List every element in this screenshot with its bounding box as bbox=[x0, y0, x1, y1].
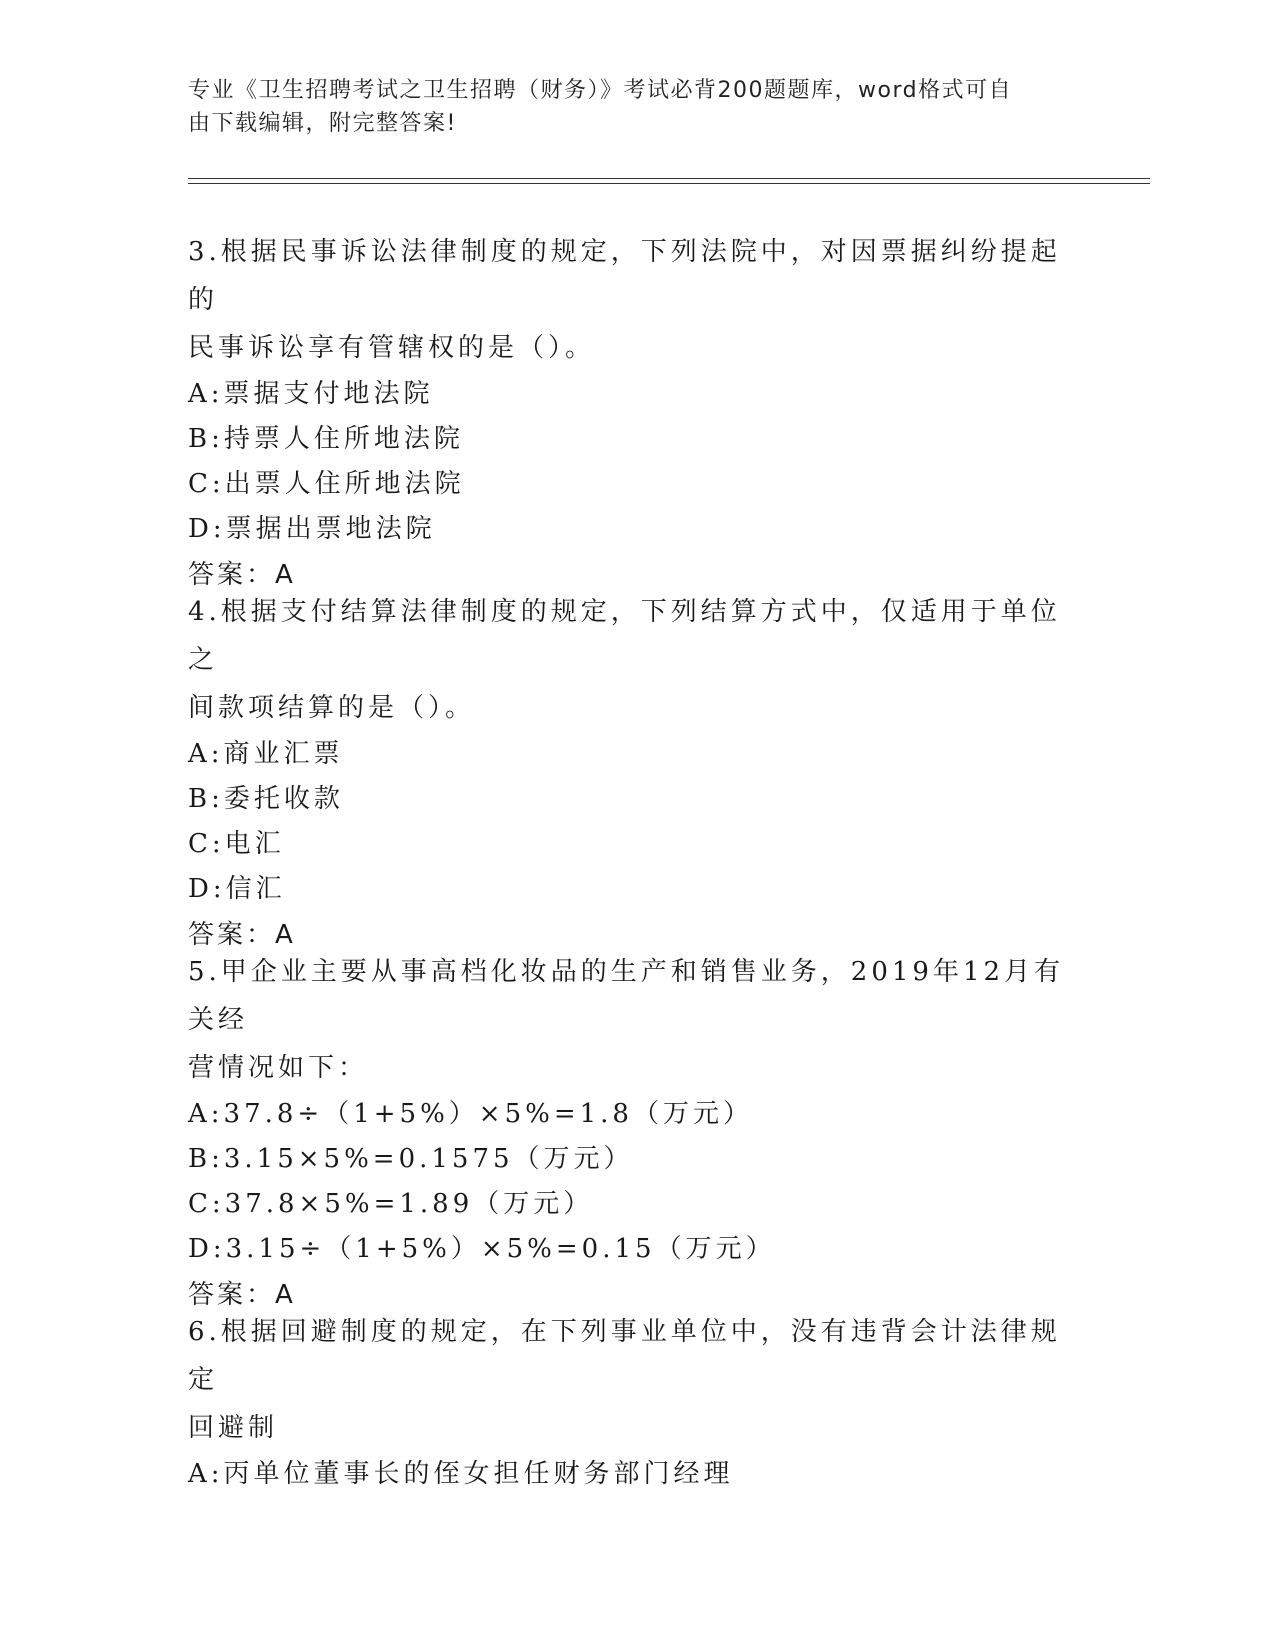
option-d: D:3.15÷（1+5%）×5%=0.15（万元） bbox=[188, 1234, 776, 1264]
question-stem-line-2: 民事诉讼享有管辖权的是（）。 bbox=[188, 333, 596, 363]
question-3 bbox=[188, 228, 1088, 598]
option-c: C:37.8×5%=1.89（万元） bbox=[188, 1189, 594, 1219]
question-stem-line-2: 营情况如下： bbox=[188, 1053, 369, 1083]
question-stem-line-2: 回避制 bbox=[188, 1413, 279, 1443]
option-a: A:37.8÷（1+5%）×5%=1.8（万元） bbox=[188, 1099, 753, 1129]
header-divider-top bbox=[188, 178, 1150, 179]
option-c: C:电汇 bbox=[188, 829, 285, 859]
answer-line: 答案：A bbox=[188, 1280, 296, 1310]
option-c: C:出票人住所地法院 bbox=[188, 469, 465, 499]
question-stem-line-1: 3.根据民事诉讼法律制度的规定，下列法院中，对因票据纠纷提起的 bbox=[188, 237, 1061, 315]
question-stem-line-2: 间款项结算的是（）。 bbox=[188, 693, 476, 723]
option-b: B:持票人住所地法院 bbox=[188, 424, 464, 454]
document-header bbox=[188, 74, 1088, 140]
option-d: D:信汇 bbox=[188, 874, 286, 904]
header-line-1: 专业《卫生招聘考试之卫生招聘（财务）》考试必背200题题库，word格式可自 bbox=[188, 78, 1013, 103]
answer-line: 答案：A bbox=[188, 560, 296, 590]
question-4 bbox=[188, 588, 1088, 958]
question-stem-line-1: 4.根据支付结算法律制度的规定，下列结算方式中，仅适用于单位之 bbox=[188, 597, 1061, 675]
question-6 bbox=[188, 1308, 1088, 1497]
question-stem-line-1: 5.甲企业主要从事高档化妆品的生产和销售业务，2019年12月有关经 bbox=[188, 957, 1065, 1035]
option-a: A:商业汇票 bbox=[188, 739, 344, 769]
option-b: B:3.15×5%=0.1575（万元） bbox=[188, 1144, 634, 1174]
option-d: D:票据出票地法院 bbox=[188, 514, 436, 544]
answer-line: 答案：A bbox=[188, 920, 296, 950]
option-b: B:委托收款 bbox=[188, 784, 344, 814]
question-5 bbox=[188, 948, 1088, 1318]
question-stem-line-1: 6.根据回避制度的规定，在下列事业单位中，没有违背会计法律规定 bbox=[188, 1317, 1061, 1395]
option-a: A:票据支付地法院 bbox=[188, 379, 434, 409]
header-divider-bottom bbox=[188, 183, 1150, 184]
option-a: A:丙单位董事长的侄女担任财务部门经理 bbox=[188, 1459, 734, 1489]
header-line-2: 由下载编辑，附完整答案! bbox=[188, 111, 457, 136]
